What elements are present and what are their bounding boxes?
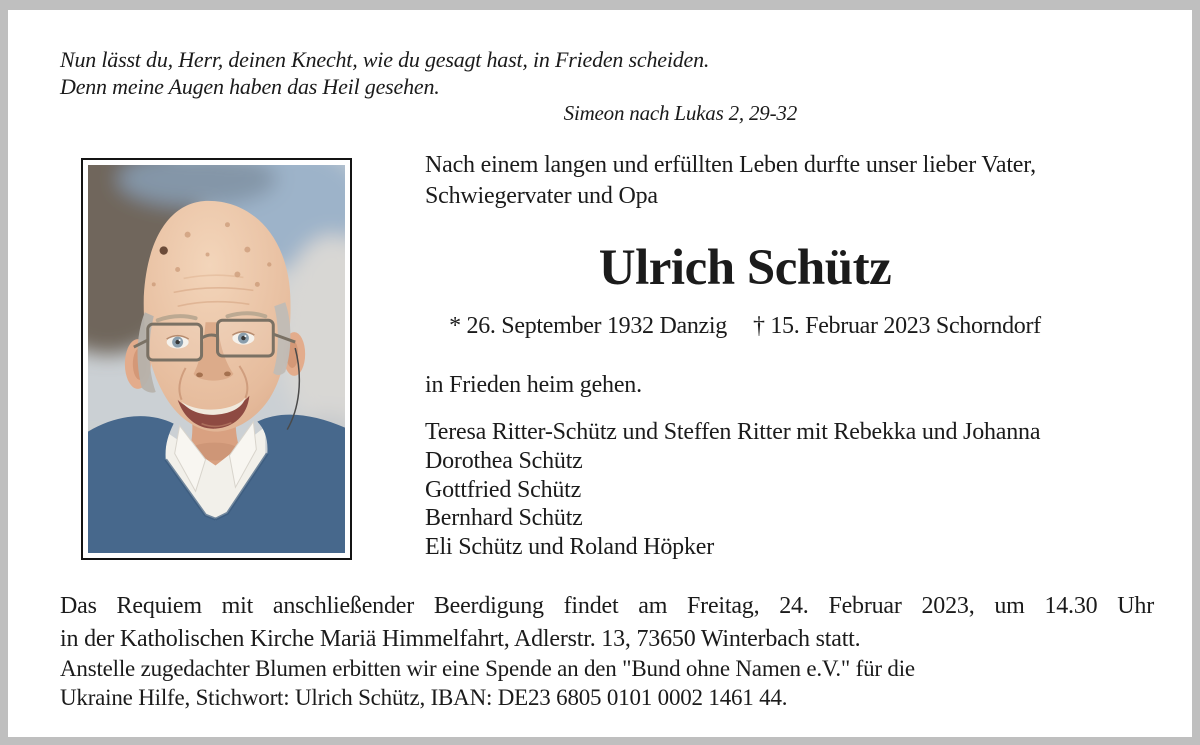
mourner-line: Gottfried Schütz (425, 476, 582, 503)
mourner-line: Bernhard Schütz (425, 505, 583, 532)
closing-phrase: in Frieden heim gehen. (425, 372, 642, 398)
mourners-list (425, 418, 1155, 562)
donation-line-1: Anstelle zugedachter Blumen erbitten wir eine Spende an den "Bund ohne Namen e.V." für die (60, 656, 915, 681)
requiem-line-2: in der Katholischen Kirche Mariä Himmelfahrt, Adlerstr. 13, 73650 Winterbach statt. (60, 625, 861, 652)
donation-note (60, 655, 1160, 712)
death-date: † 15. Februar 2023 Schorndorf (752, 313, 1041, 339)
requiem-line-1: Das Requiem mit anschließender Beerdigung findet am Freitag, 24. Februar 2023, um 14.30 Uhr (60, 593, 1154, 619)
quote-attribution: Simeon nach Lukas 2, 29-32 (563, 101, 797, 125)
deceased-name: Ulrich Schütz (598, 240, 892, 296)
life-dates (425, 311, 1065, 341)
quote-line-2: Denn meine Augen haben das Heil gesehen. (60, 74, 440, 99)
mourner-line: Eli Schütz und Roland Höpker (425, 534, 715, 561)
quote-line-1: Nun lässt du, Herr, deinen Knecht, wie du gesagt hast, in Frieden scheiden. (60, 47, 710, 72)
donation-line-2: Ukraine Hilfe, Stichwort: Ulrich Schütz, IBAN: DE23 6805 0101 0002 1461 44. (60, 684, 788, 710)
mourner-line: Dorothea Schütz (425, 447, 583, 474)
mourner-line: Teresa Ritter-Schütz und Steffen Ritter mit Rebekka und Johanna (425, 419, 1041, 445)
forehead-mole (160, 246, 168, 254)
obituary-card (8, 10, 1192, 737)
scripture-quote (60, 46, 805, 127)
announcement-intro: Nach einem langen und erfüllten Leben durfte unser lieber Vater, Schwiegervater und Opa (425, 152, 1036, 209)
portrait-photo (88, 165, 345, 553)
birth-date: * 26. September 1932 Danzig (449, 313, 727, 339)
requiem-details (60, 590, 1154, 655)
portrait-photo-frame (81, 158, 352, 560)
